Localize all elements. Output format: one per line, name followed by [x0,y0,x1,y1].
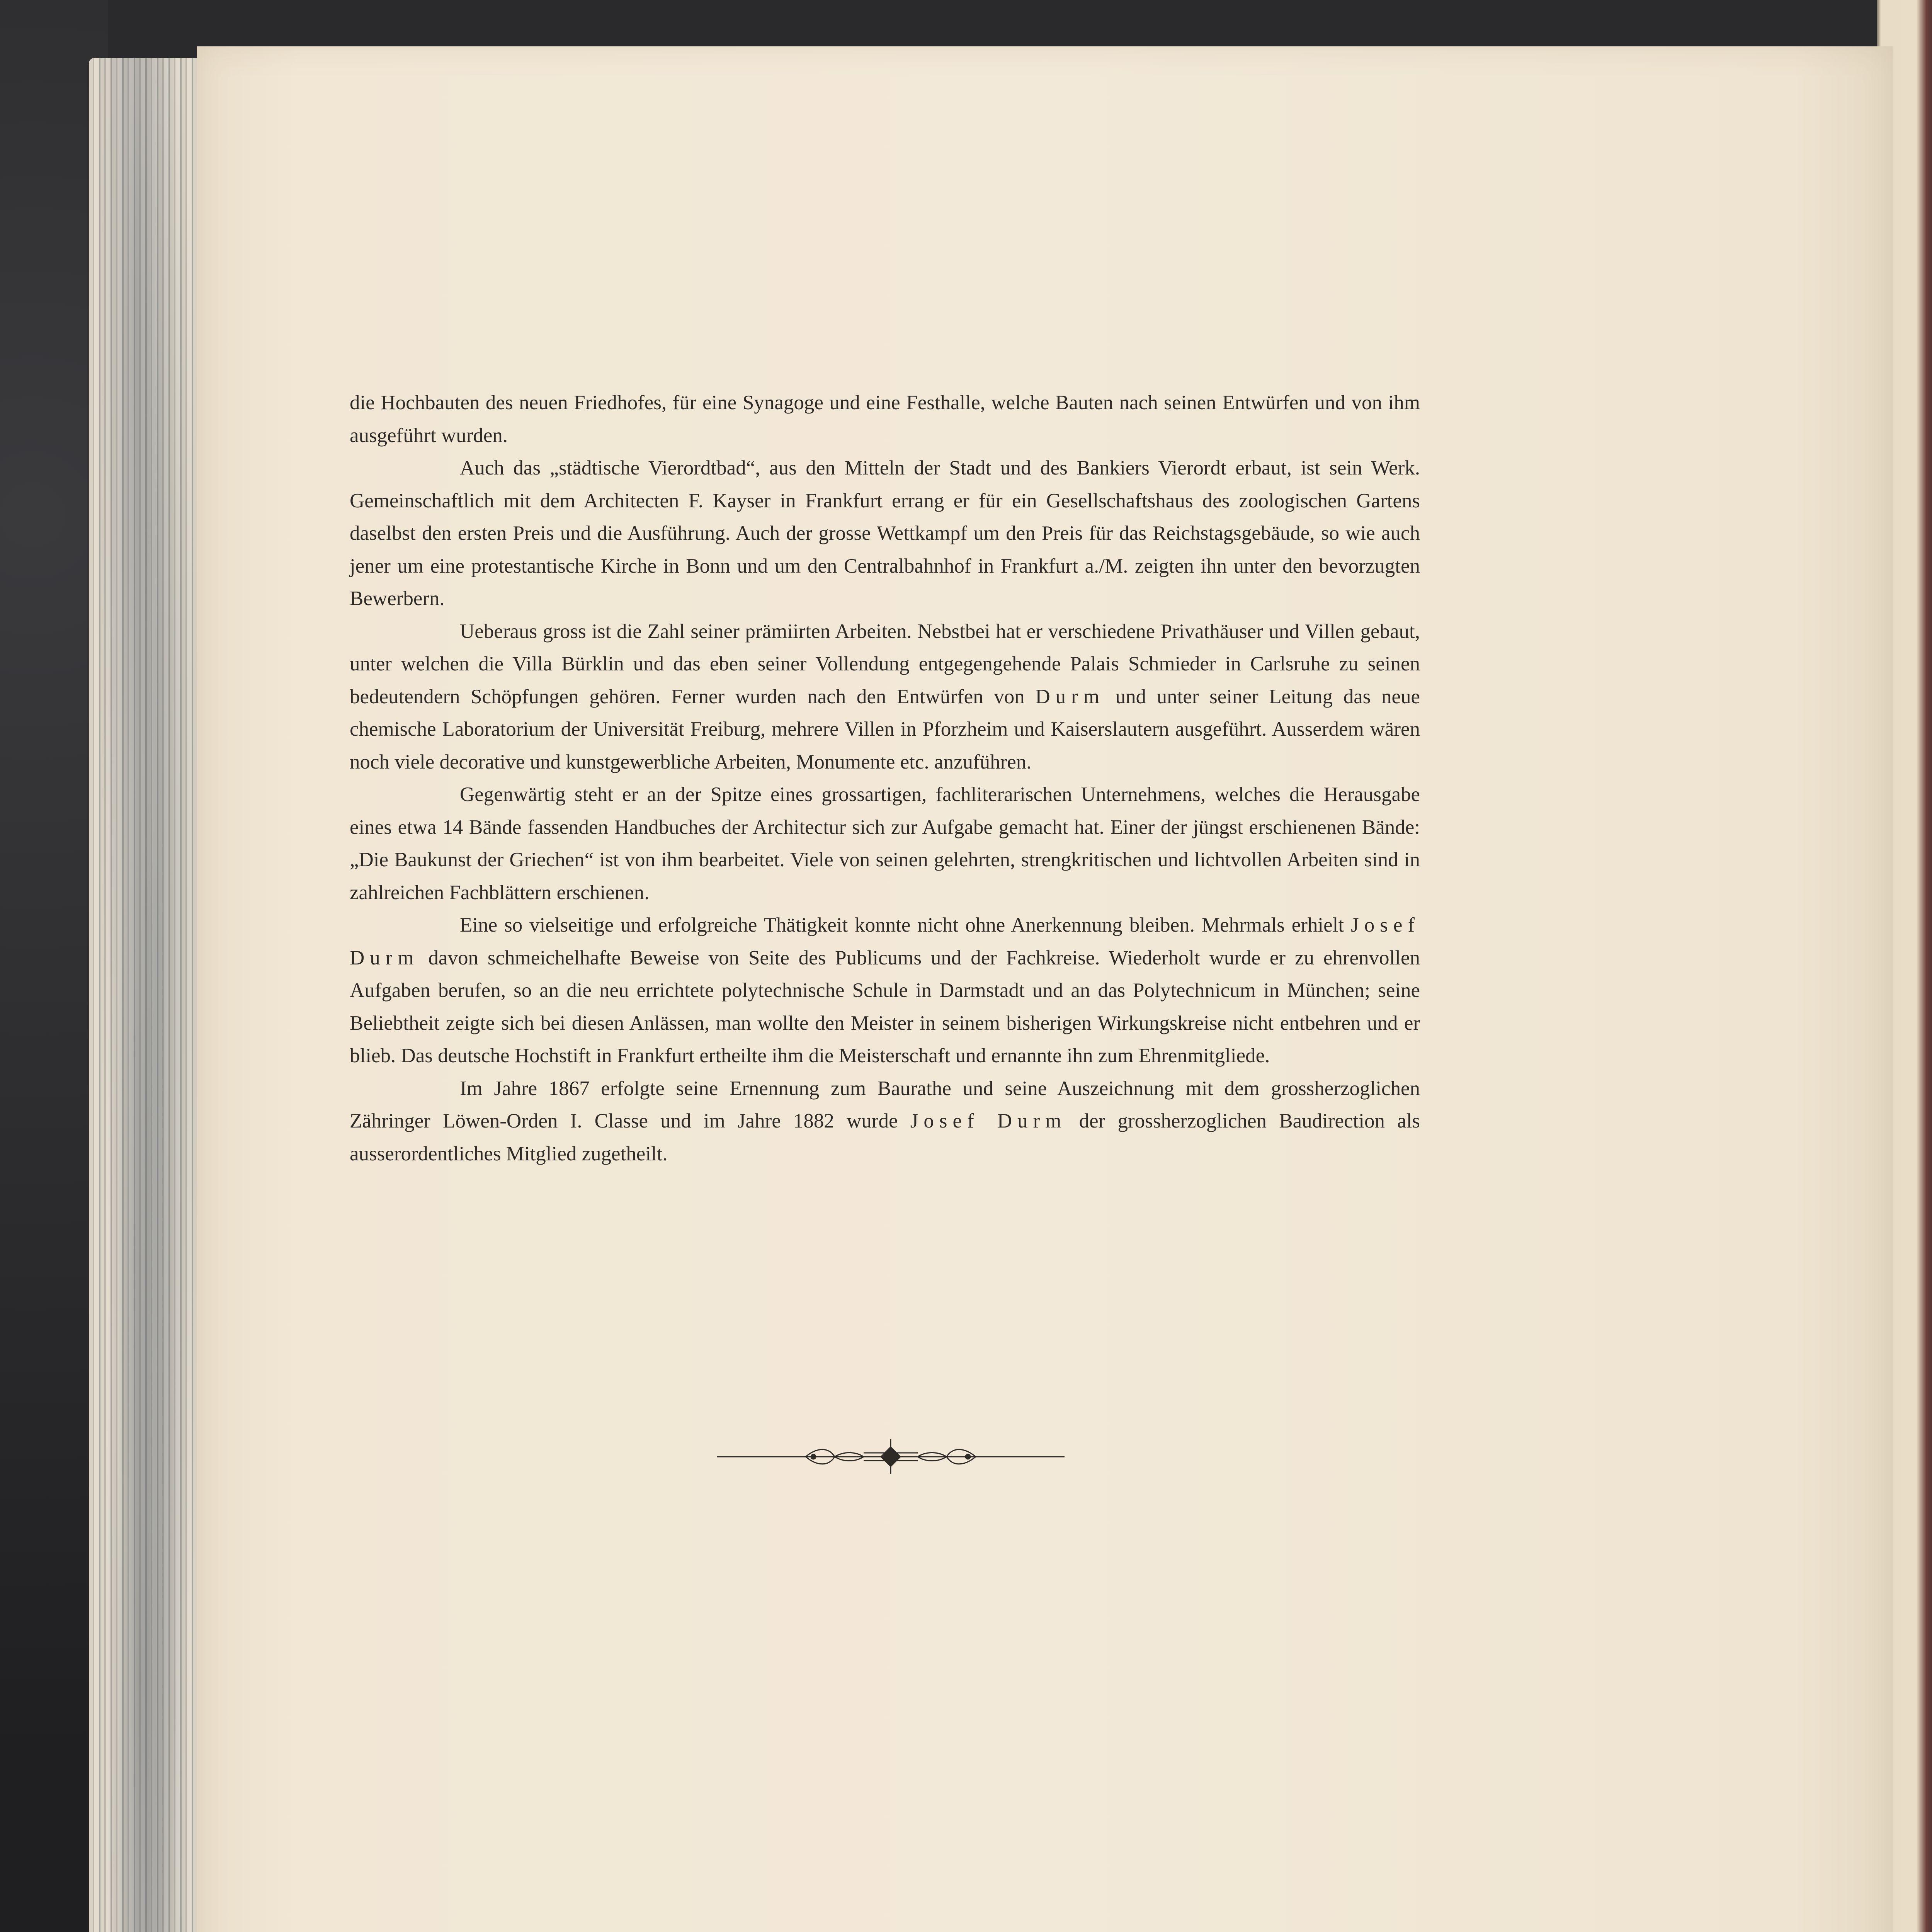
paragraph [350,778,1420,909]
text-segment: Im Jahre 1867 erfolgte seine Ernennung zum Baurathe und seine Auszeichnung mit dem grossherzoglichen Zähringer Löwen-Orden I. Classe und im Jahre 1882 wurde [350,1077,1420,1132]
text-segment: die Hochbauten des neuen Friedhofes, für eine Synagoge und eine Festhalle, welche Bauten nach seinen Entwürfen und von ihm ausgeführt wurden. [350,391,1420,447]
text-segment: Gegenwärtig steht er an der Spitze eines grossartigen, fachliterarischen Unternehmens, welches die Herausgabe eines etwa 14 Bände fassenden Handbuches der Architectur sich zur Aufgabe gemacht hat. Einer der jüngst erschienenen Bände: „Die Baukunst der Griechen“ ist von ihm bearbeitet. Viele von seinen gelehrten, strengkritischen und lichtvollen Arbeiten sind in zahlreichen Fachblättern erschienen. [350,783,1420,904]
spaced-name: Josef Durm [910,1110,1067,1132]
body-text [350,386,1420,1170]
text-segment: und unter seiner Leitung das neue chemische Laboratorium der Universität Freiburg, mehrere Villen in Pforzheim und Kaiserslautern ausgeführt. Ausserdem wären noch viele decorative und kunstgewerbliche Arbeiten, Monumente etc. anzuführen. [350,685,1420,773]
decorative-flourish-icon [717,1435,1065,1478]
text-segment: der grossherzoglichen Baudirection als ausserordentliches Mitglied zugetheilt. [350,1110,1420,1165]
text-segment: Ueberaus gross ist die Zahl seiner prämiirten Arbeiten. Nebstbei hat er verschiedene Privathäuser und Villen gebaut, unter welchen die Villa Bürklin und das eben seiner Vollendung entgegengehende Palais Schmieder in Carlsruhe zu seinen bedeutendern Schöpfungen gehören. Ferner wurden nach den Entwürfen von [350,620,1420,708]
paragraph [350,452,1420,615]
paragraph [350,386,1420,452]
paragraph [350,615,1420,779]
spaced-name: Josef Durm [350,914,1420,969]
paragraph [350,909,1420,1072]
page-edges [89,58,205,1932]
text-segment: davon schmeichelhafte Beweise von Seite des Publicums und der Fachkreise. Wiederholt wurde er zu ehrenvollen Aufgaben berufen, so an die neu errichtete polytechnische Schule in Darmstadt und an das Polytechnicum in München; seine Beliebtheit zeigte sich bei diesen Anlässen, man wollte den Meister in seinem bisherigen Wirkungskreise nicht entbehren und er blieb. Das deutsche Hochstift in Frankfurt ertheilte ihm die Meisterschaft und ernannte ihn zum Ehrenmitgliede. [350,946,1420,1067]
text-segment: Eine so vielseitige und erfolgreiche Thätigkeit konnte nicht ohne Anerkennung bleiben. Mehrmals erhielt [460,914,1351,936]
text-segment: Auch das „städtische Vierordtbad“, aus den Mitteln der Stadt und des Bankiers Vierordt erbaut, ist sein Werk. Gemeinschaftlich mit dem Architecten F. Kayser in Frankfurt errang er für ein Gesellschaftshaus des zoologischen Gartens daselbst den ersten Preis und die Ausführung. Auch der grosse Wettkampf um den Preis für das Reichstagsgebäude, so wie auch jener um eine protestantische Kirche in Bonn und um den Centralbahnhof in Frankfurt a./M. zeigten ihn unter den bevorzugten Bewerbern. [350,457,1420,610]
spaced-name: Durm [1035,685,1105,708]
paragraph [350,1072,1420,1170]
